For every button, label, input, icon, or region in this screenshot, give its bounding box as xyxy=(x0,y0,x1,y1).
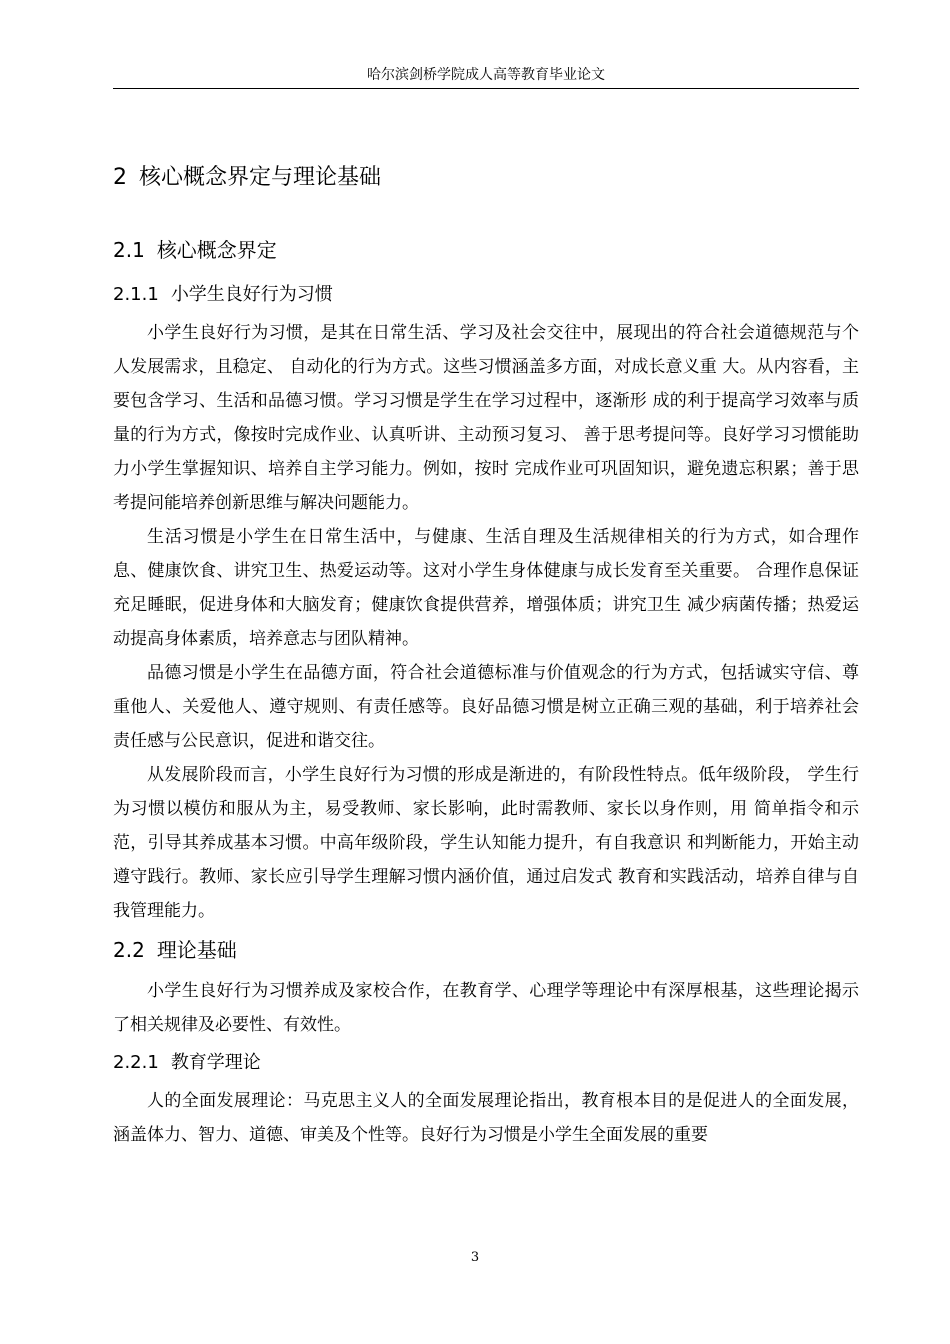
chapter-number: 2 xyxy=(113,165,127,190)
paragraph: 小学生良好行为习惯养成及家校合作，在教育学、心理学等理论中有深厚根基，这些理论揭示了相关规律及必要性、有效性。 xyxy=(113,981,859,1035)
subsection-title: 教育学理论 xyxy=(170,1052,261,1073)
subsection-title: 小学生良好行为习惯 xyxy=(170,284,333,305)
chapter-title: 核心概念界定与理论基础 xyxy=(139,165,382,190)
section-heading-2-1 xyxy=(113,234,859,266)
subsection-number: 2.1.1 xyxy=(113,284,159,305)
chapter-heading xyxy=(113,160,859,196)
subsection-heading-2-2-1 xyxy=(113,1048,859,1078)
paragraph: 人的全面发展理论：马克思主义人的全面发展理论指出，教育根本目的是促进人的全面发展，涵盖体力、智力、道德、审美及个性等。良好行为习惯是小学生全面发展的重要 xyxy=(113,1091,859,1145)
section-number: 2.2 xyxy=(113,938,145,962)
section-title: 理论基础 xyxy=(156,938,237,962)
section-title: 核心概念界定 xyxy=(156,238,277,262)
header-divider xyxy=(113,88,859,89)
subsection-heading-2-1-1 xyxy=(113,280,859,310)
section-number: 2.1 xyxy=(113,238,145,262)
section-heading-2-2 xyxy=(113,934,859,966)
page-header: 哈尔滨剑桥学院成人高等教育毕业论文 xyxy=(367,67,605,83)
paragraph: 小学生良好行为习惯，是其在日常生活、学习及社会交往中，展现出的符合社会道德规范与个人发展需求，且稳定、 自动化的行为方式。这些习惯涵盖多方面，对成长意义重 大。从内容看，主要包含学习、生活和品德习惯。学习习惯是学生在学习过程中，逐渐形 成的利于提高学习效率与质量的行为方式，像按时完成作业、认真听讲、主动预习复习、 善于思考提问等。良好学习习惯能助力小学生掌握知识、培养自主学习能力。例如，按时 完成作业可巩固知识，避免遗忘积累；善于思考提问能培养创新思维与解决问题能力。 xyxy=(113,323,859,513)
paragraph: 从发展阶段而言，小学生良好行为习惯的形成是渐进的，有阶段性特点。低年级阶段， 学生行为习惯以模仿和服从为主，易受教师、家长影响，此时需教师、家长以身作则，用 简单指令和示范，引导其养成基本习惯。中高年级阶段，学生认知能力提升，有自我意识 和判断能力，开始主动遵守践行。教师、家长应引导学生理解习惯内涵价值，通过启发式 教育和实践活动，培养自律与自我管理能力。 xyxy=(113,765,859,921)
page-number: 3 xyxy=(470,1250,480,1265)
paragraph: 生活习惯是小学生在日常生活中，与健康、生活自理及生活规律相关的行为方式，如合理作息、健康饮食、讲究卫生、热爱运动等。这对小学生身体健康与成长发育至关重要。 合理作息保证充足睡眠，促进身体和大脑发育；健康饮食提供营养，增强体质；讲究卫生 减少病菌传播；热爱运动提高身体素质，培养意志与团队精神。 xyxy=(113,527,859,649)
paragraph: 品德习惯是小学生在品德方面，符合社会道德标准与价值观念的行为方式，包括诚实守信、尊重他人、关爱他人、遵守规则、有责任感等。良好品德习惯是树立正确三观的基础，利于培养社会责任感与公民意识，促进和谐交往。 xyxy=(113,663,859,751)
subsection-number: 2.2.1 xyxy=(113,1052,159,1073)
document-body xyxy=(113,160,859,1152)
